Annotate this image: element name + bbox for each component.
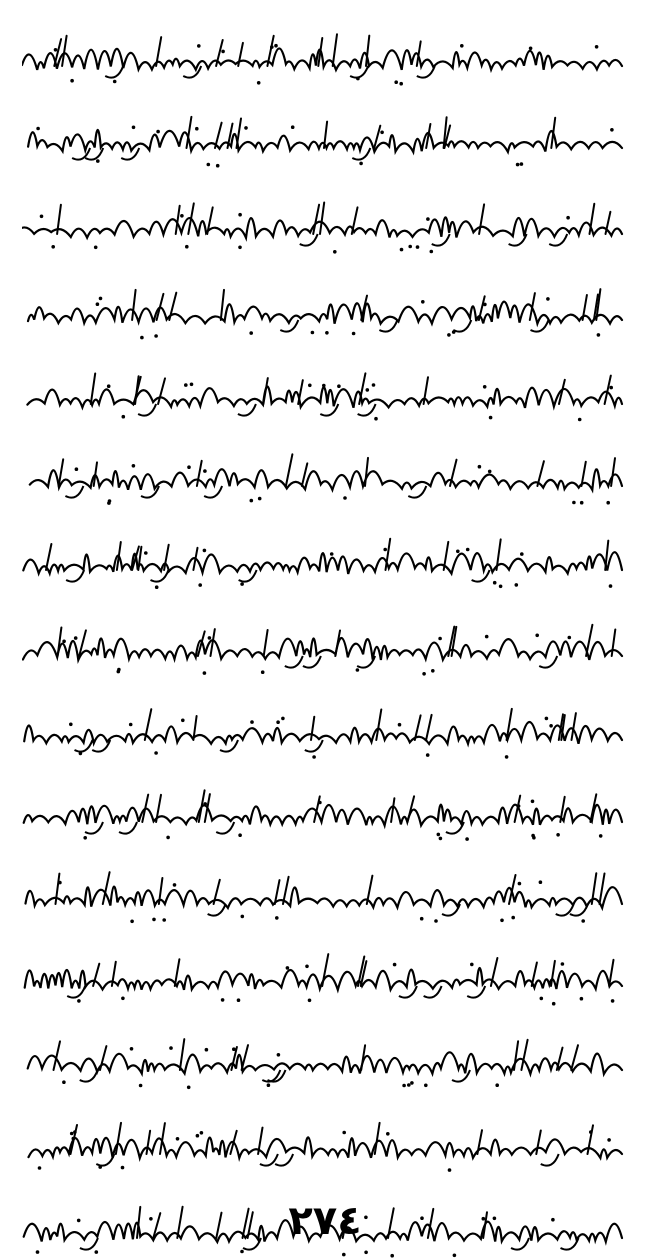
ink-ascender	[176, 206, 180, 234]
ink-dot	[208, 636, 212, 640]
ink-dot	[99, 297, 103, 301]
ink-dot	[390, 1254, 394, 1258]
ink-dot	[380, 131, 384, 135]
ink-dot	[438, 637, 442, 641]
ink-dot	[532, 836, 536, 840]
ink-dot	[597, 333, 601, 337]
ink-ascender	[605, 376, 611, 404]
ink-dot	[437, 833, 441, 837]
ink-ascender	[376, 710, 381, 741]
ink-dot	[237, 998, 241, 1002]
ink-dot	[572, 501, 576, 505]
ink-dot	[330, 552, 334, 556]
ink-dot	[238, 213, 242, 217]
ink-dot	[424, 1084, 428, 1088]
ink-descender	[417, 66, 435, 78]
ink-ascender	[169, 293, 176, 320]
ink-ascender	[58, 628, 62, 657]
ink-dot	[270, 45, 274, 49]
ink-dot	[166, 836, 170, 840]
ink-dot	[499, 585, 503, 589]
ink-ascender	[157, 294, 164, 320]
ink-dot	[221, 50, 225, 54]
ink-dot	[470, 963, 474, 967]
handwritten-line	[22, 366, 630, 426]
ink-dot	[566, 216, 570, 220]
ink-dot	[196, 1134, 200, 1138]
ink-dot	[400, 248, 404, 252]
ink-dot	[610, 128, 614, 132]
handwritten-line	[22, 866, 630, 926]
ink-descender	[539, 656, 557, 668]
ink-dot	[540, 997, 544, 1001]
ink-dot	[466, 548, 470, 552]
ink-dot	[318, 801, 322, 805]
ink-dot	[407, 1083, 411, 1087]
ink-dot	[453, 1254, 457, 1258]
ink-dot	[257, 81, 261, 85]
ink-dot	[238, 833, 242, 837]
ink-ascender	[311, 717, 314, 740]
ink-dot	[529, 47, 533, 51]
ink-dot	[421, 300, 425, 304]
ink-dot	[36, 1250, 40, 1254]
ink-dot	[343, 496, 347, 500]
ink-dot	[580, 501, 584, 505]
ink-dot	[195, 127, 199, 131]
ink-ascender	[313, 205, 319, 234]
ink-ascender	[322, 954, 328, 986]
ink-dot	[366, 388, 370, 392]
ink-ascender	[536, 1131, 541, 1155]
ink-ascender	[479, 296, 485, 320]
ink-descender	[239, 570, 257, 582]
handwritten-line	[22, 532, 630, 592]
ink-dot	[140, 336, 144, 340]
ink-dot	[75, 467, 79, 471]
ink-dot	[184, 383, 188, 387]
ink-descender	[452, 1070, 470, 1082]
ink-dot	[185, 245, 189, 249]
ink-dot	[122, 415, 126, 419]
ink-dot	[416, 245, 420, 249]
ink-ascender	[158, 378, 165, 404]
ink-dot	[132, 464, 136, 468]
ink-ascender	[514, 1041, 518, 1070]
ink-dot	[422, 672, 426, 676]
ink-dot	[386, 1132, 390, 1136]
ink-dot	[489, 416, 493, 420]
ink-descender	[208, 904, 226, 916]
ink-dot	[402, 1084, 406, 1088]
ink-dot	[113, 80, 117, 84]
ink-dot	[40, 215, 44, 219]
ink-dot	[447, 333, 451, 337]
ink-ascender	[286, 454, 293, 486]
handwritten-line	[22, 784, 630, 844]
ink-dot	[311, 331, 315, 335]
ink-dot	[356, 668, 360, 672]
ink-dot	[520, 552, 524, 556]
ink-dot	[552, 1002, 556, 1006]
ink-dot	[83, 836, 87, 840]
ink-dot	[70, 79, 74, 83]
ink-dot	[535, 634, 539, 638]
ink-dot	[393, 963, 397, 967]
ink-ascender	[333, 34, 337, 66]
ink-dot	[62, 640, 66, 644]
ink-dot	[308, 999, 312, 1003]
ink-dot	[274, 44, 278, 48]
ink-dot	[241, 915, 245, 919]
ink-dot	[488, 470, 492, 474]
ink-ascender	[551, 118, 555, 148]
ink-ascender	[238, 43, 243, 66]
ink-dot	[460, 44, 464, 48]
ink-descender	[358, 404, 376, 416]
ink-ascender	[211, 629, 215, 656]
ink-dot	[549, 724, 553, 728]
ink-dot	[162, 918, 166, 922]
ink-dot	[325, 331, 329, 335]
ink-dot	[364, 1251, 368, 1255]
ink-dot	[286, 966, 290, 970]
ink-stroke	[26, 887, 623, 908]
ink-dot	[144, 551, 148, 555]
ink-ascender	[426, 715, 432, 740]
ink-dot	[478, 465, 482, 469]
ink-dot	[267, 1083, 271, 1087]
ink-descender	[105, 66, 123, 78]
ink-dot	[545, 717, 549, 721]
ink-dot	[152, 918, 156, 922]
ink-dot	[439, 837, 443, 841]
ink-dot	[54, 48, 58, 52]
ink-dot	[308, 384, 312, 388]
ink-dot	[426, 217, 430, 221]
ink-dot	[198, 583, 202, 587]
ink-dot	[96, 302, 100, 306]
ink-ascender	[391, 798, 394, 822]
ink-dot	[244, 126, 248, 130]
ink-dot	[430, 250, 434, 254]
ink-ascender	[100, 1046, 106, 1070]
ink-descender	[549, 234, 567, 246]
ink-dot	[180, 214, 184, 218]
ink-dot	[72, 1137, 76, 1141]
ink-ascender	[320, 203, 324, 235]
ink-dot	[539, 880, 543, 884]
ink-dot	[342, 1253, 346, 1257]
ink-dot	[561, 962, 565, 966]
ink-descender	[453, 320, 471, 332]
handwritten-line	[22, 110, 630, 170]
ink-dot	[426, 753, 430, 757]
ink-dot	[154, 334, 158, 338]
ink-dot	[606, 501, 610, 505]
ink-dot	[277, 1053, 281, 1057]
ink-dot	[505, 755, 509, 759]
ink-ascender	[537, 461, 544, 486]
ink-dot	[337, 384, 341, 388]
ink-dot	[408, 245, 412, 249]
ink-dot	[51, 245, 55, 249]
ink-ascender	[221, 290, 224, 320]
ink-dot	[281, 717, 285, 721]
handwritten-line	[22, 196, 630, 256]
ink-dot	[69, 723, 73, 727]
handwritten-line	[22, 1116, 630, 1176]
ink-dot	[448, 1168, 452, 1172]
handwritten-line	[22, 448, 630, 508]
ink-descender	[467, 986, 485, 998]
ink-stroke	[28, 1052, 622, 1074]
ink-dot	[465, 837, 469, 841]
ink-ascender	[264, 630, 268, 656]
ink-dot	[203, 549, 207, 553]
ink-dot	[121, 1166, 125, 1170]
ink-dot	[117, 668, 121, 672]
ink-ascender	[94, 462, 97, 486]
ink-dot	[38, 1166, 42, 1170]
ink-dot	[238, 246, 242, 250]
handwritten-line	[22, 948, 630, 1008]
ink-dot	[62, 1080, 66, 1084]
ink-dot	[156, 130, 160, 134]
ink-dot	[58, 881, 62, 885]
ink-dot	[258, 497, 262, 501]
ink-descender	[65, 486, 83, 498]
ink-dot	[107, 384, 111, 388]
ink-descender	[303, 656, 321, 668]
ink-dot	[483, 385, 487, 389]
handwritten-line	[22, 702, 630, 762]
ink-descender	[472, 570, 490, 582]
ink-dot	[372, 383, 376, 387]
ink-dot	[132, 126, 136, 130]
ink-dot	[203, 469, 207, 473]
ink-dot	[190, 383, 194, 387]
ink-ascender	[180, 1039, 184, 1070]
ink-descender	[399, 986, 417, 998]
ink-dot	[518, 882, 522, 886]
ink-dot	[221, 998, 225, 1002]
ink-dot	[342, 1131, 346, 1135]
ink-dot	[77, 999, 81, 1003]
ink-dot	[155, 585, 159, 589]
ink-dot	[434, 919, 438, 923]
ink-dot	[394, 80, 398, 84]
ink-dot	[250, 720, 254, 724]
ink-ascender	[335, 631, 340, 657]
ink-dot	[456, 550, 460, 554]
ink-dot	[250, 499, 254, 503]
ink-dot	[580, 997, 584, 1001]
ink-descender	[151, 570, 169, 582]
ink-dot	[609, 584, 613, 588]
ink-stroke	[23, 638, 622, 660]
ink-ascender	[46, 544, 51, 570]
ink-dot	[352, 332, 356, 336]
ink-descender	[541, 1154, 559, 1166]
ink-dot	[173, 883, 177, 887]
ink-ascender	[283, 877, 289, 904]
ink-dot	[139, 1084, 143, 1088]
ink-dot	[431, 669, 435, 673]
ink-dot	[154, 751, 158, 755]
ink-ascender	[205, 794, 210, 822]
ink-dot	[599, 834, 603, 838]
ink-dot	[520, 162, 524, 166]
ink-dot	[187, 1086, 191, 1090]
ink-dot	[578, 418, 582, 422]
ink-dot	[333, 250, 337, 254]
ink-dot	[516, 163, 520, 167]
ink-dot	[609, 386, 613, 390]
ink-ascender	[116, 1123, 121, 1154]
ink-ascender	[612, 630, 616, 657]
ink-descender	[80, 1070, 98, 1082]
ink-descender	[138, 404, 156, 416]
page-number: ٢٧٤	[288, 1198, 362, 1244]
ink-dot	[383, 548, 387, 552]
ink-dot	[420, 917, 424, 921]
ink-dot	[511, 916, 515, 920]
ink-descender	[119, 822, 137, 834]
ink-dot	[546, 297, 550, 301]
ink-dot	[595, 45, 599, 49]
ink-dot	[200, 1131, 204, 1135]
ink-dot	[589, 1130, 593, 1134]
ink-ascender	[365, 458, 368, 486]
ink-dot	[203, 671, 207, 675]
ink-dot	[374, 417, 378, 421]
ink-dot	[129, 723, 133, 727]
handwritten-line	[22, 1032, 630, 1092]
ink-dot	[275, 916, 279, 920]
ink-dot	[611, 999, 615, 1003]
ink-stroke	[27, 387, 622, 408]
ink-descender	[204, 486, 222, 498]
ink-dot	[410, 1081, 414, 1085]
ink-dot	[322, 384, 326, 388]
ink-ascender	[611, 458, 615, 486]
ink-dot	[399, 82, 403, 86]
ink-dot	[517, 804, 521, 808]
ink-descender	[238, 404, 256, 416]
ink-dot	[495, 1083, 499, 1087]
ink-dot	[130, 1047, 134, 1051]
ink-dot	[359, 162, 363, 166]
ink-dot	[70, 1132, 74, 1136]
handwritten-line	[22, 28, 630, 88]
ink-dot	[203, 802, 207, 806]
ink-dot	[515, 583, 519, 587]
ink-descender	[220, 740, 238, 752]
ink-dot	[568, 636, 572, 640]
ink-dot	[485, 635, 489, 639]
ink-descender	[66, 570, 84, 582]
ink-dot	[291, 125, 295, 129]
ink-descender	[352, 148, 370, 160]
ink-dot	[130, 920, 134, 924]
ink-dot	[556, 833, 560, 837]
ink-ascender	[479, 204, 484, 234]
ink-dot	[207, 163, 211, 167]
ink-dot	[96, 159, 100, 163]
ink-dot	[305, 965, 309, 969]
ink-dot	[108, 499, 112, 503]
ink-dot	[240, 582, 244, 586]
ink-dot	[581, 919, 585, 923]
ink-dot	[483, 303, 487, 307]
ink-dot	[121, 997, 125, 1001]
ink-dot	[94, 246, 98, 250]
handwritten-line	[22, 282, 630, 342]
ink-dot	[276, 720, 280, 724]
ink-ascender	[62, 36, 67, 66]
ink-stroke	[24, 805, 622, 826]
ink-dot	[205, 1048, 209, 1052]
ink-dot	[36, 127, 40, 131]
ink-dot	[398, 723, 402, 727]
ink-dot	[261, 670, 265, 674]
ink-descender	[216, 822, 234, 834]
ink-stroke	[30, 469, 622, 490]
ink-dot	[500, 919, 504, 923]
ink-ascender	[237, 119, 242, 149]
ink-dot	[187, 465, 191, 469]
ink-descender	[531, 320, 549, 332]
ink-dot	[249, 331, 253, 335]
ink-ascender	[367, 876, 373, 904]
ink-dot	[181, 719, 185, 723]
ink-dot	[531, 800, 535, 804]
ink-descender	[305, 740, 323, 752]
ink-descender	[320, 404, 338, 416]
ink-ascender	[263, 378, 267, 404]
ink-dot	[232, 1047, 236, 1051]
ink-dot	[493, 581, 497, 585]
handwritten-line	[22, 618, 630, 678]
ink-dot	[169, 1046, 173, 1050]
ink-descender	[300, 234, 318, 246]
ink-dot	[607, 1138, 611, 1142]
ink-dot	[176, 1137, 180, 1141]
ink-descender	[285, 656, 303, 668]
ink-ascender	[375, 1123, 380, 1154]
ink-ascender	[215, 123, 222, 148]
ink-dot	[73, 1130, 77, 1134]
ink-stroke	[22, 48, 622, 69]
ink-stroke	[23, 552, 622, 574]
ink-dot	[216, 164, 220, 168]
ink-dot	[312, 755, 316, 759]
ink-dot	[197, 44, 201, 48]
ink-descender	[67, 986, 85, 998]
ink-dot	[95, 1250, 99, 1254]
ink-descender	[183, 66, 201, 78]
ink-dot	[74, 636, 78, 640]
